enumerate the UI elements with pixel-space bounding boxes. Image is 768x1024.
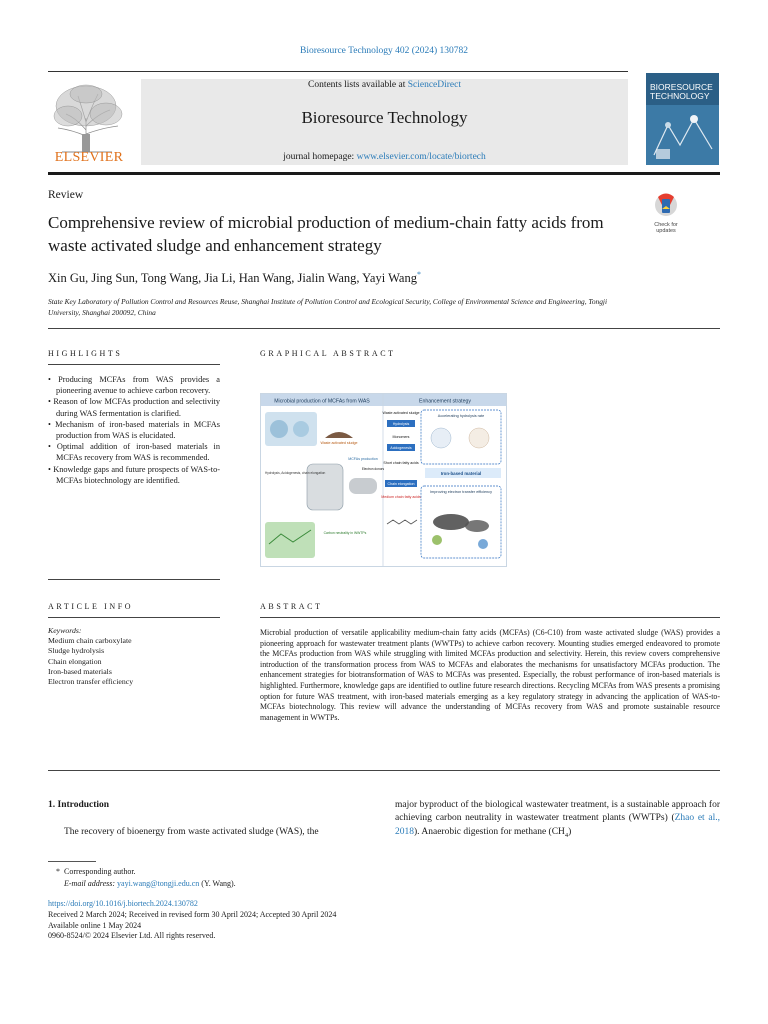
article-info-heading: ARTICLE INFO [48, 602, 134, 611]
authors-text: Xin Gu, Jing Sun, Tong Wang, Jia Li, Han Wang, Jialin Wang, Yayi Wang [48, 271, 417, 286]
author-list [48, 270, 421, 286]
journal-homepage-line [141, 152, 628, 162]
email-label: E-mail address: [64, 878, 116, 888]
email-link[interactable]: yayi.wang@tongji.edu.cn [117, 878, 200, 888]
highlight-item: • Reason of low MCFAs production and selectivity during WAS fermentation is clarified. [48, 397, 220, 418]
crossmark-label [648, 222, 684, 234]
footnote [48, 866, 236, 889]
article-title: Comprehensive review of microbial production of medium-chain fatty acids from waste activated sludge and enhancement strategy [48, 213, 604, 255]
highlight-item: • Optimal addition of iron-based materials in MCFAs recovery from WAS is recommended. [48, 442, 220, 463]
contents-line [141, 80, 628, 90]
highlight-item: • Knowledge gaps and future prospects of WAS-to-MCFAs biotechnology are identified. [48, 464, 220, 485]
graphical-abstract-svg [261, 394, 506, 566]
abstract-heading: ABSTRACT [260, 602, 323, 611]
article-info-rule [48, 617, 220, 618]
affiliation: State Key Laboratory of Pollution Control and Resources Reuse, Shanghai Institute of Pollution Control and Ecological Security, College of Environmental Science and Engineering, Tongji University, Shanghai 200092, China [48, 297, 608, 317]
intro-right-part1: major byproduct of the biological wastewater treatment, is a sustainable approach for achieving carbon neutrality in wastewater treatment plants (WWTPs) ( [395, 800, 720, 824]
footnote-mark: * [56, 867, 60, 876]
abstract-rule [260, 617, 720, 618]
ga-left-panel-title: Microbial production of MCFAs from WAS [274, 398, 370, 405]
highlight-item: • Producing MCFAs from WAS provides a pioneering avenue to achieve carbon recovery. [48, 375, 220, 396]
keyword-item: Medium chain carboxylate [48, 636, 132, 646]
ga-flow-waste-sludge: Waste activated sludge [382, 411, 420, 415]
elsevier-logo [48, 78, 130, 166]
affiliation-rule [48, 328, 720, 329]
keywords-block [48, 626, 220, 687]
email-suffix: (Y. Wang). [199, 878, 236, 888]
intro-subscript: 4 [564, 831, 569, 839]
cover-title [650, 83, 713, 101]
keyword-item: Iron-based materials [48, 666, 112, 676]
publisher-name: ELSEVIER [54, 150, 124, 165]
corresponding-author-mark[interactable]: * [416, 270, 421, 279]
available-online: Available online 1 May 2024 [48, 920, 142, 930]
ga-electron-box-title: Improving electron transfer efficiency [430, 490, 492, 494]
ga-tank-icon [349, 478, 377, 494]
graphical-abstract-figure[interactable] [260, 393, 507, 567]
ga-right-panel-title: Enhancement strategy [419, 398, 471, 405]
ga-iron-label: Iron-based material [440, 471, 482, 476]
journal-cover-thumbnail[interactable] [646, 73, 719, 165]
cover-title-line1: BIORESOURCE [650, 82, 713, 92]
ga-sludge-pile-icon [325, 432, 353, 438]
intro-right-part3: ) [568, 826, 572, 837]
keyword-item: Chain elongation [48, 656, 102, 666]
ga-left-notes: Hydrolysis, Acidogenesis, chain elongation [265, 471, 326, 475]
keyword-item: Electron transfer efficiency [48, 677, 134, 687]
journal-name: Bioresource Technology [301, 108, 468, 127]
crossmark-line1: Check for [654, 222, 678, 228]
ga-carbon-neutrality-label: Carbon neutrality in WWTPs [323, 531, 367, 535]
citation-link[interactable]: Zhao et al., 2018 [395, 813, 720, 837]
email-line [48, 878, 236, 890]
highlights-list [48, 374, 220, 486]
masthead-bottom-rule [48, 172, 720, 175]
corresponding-text: Corresponding author. [64, 867, 136, 876]
copyright: 0960-8524/© 2024 Elsevier Ltd. All rights reserved. [48, 931, 216, 941]
doi-link[interactable]: https://doi.org/10.1016/j.biortech.2024.130782 [48, 899, 198, 908]
homepage-prefix: journal homepage: [283, 152, 357, 162]
intro-right-part2: ). Anaerobic digestion for methane (CH [414, 826, 565, 837]
contents-prefix: Contents lists available at [307, 80, 408, 90]
keywords-label: Keywords: [48, 626, 82, 635]
ga-molecule-icon [387, 520, 417, 524]
footnote-rule [48, 861, 96, 862]
ga-flow-hydrolysis: Hydrolysis [392, 422, 410, 426]
abstract-text: Microbial production of versatile applicability medium-chain fatty acids (MCFAs) (C6-C10) from waste activated sludge (WAS) provides a pioneering approach for wastewater treatment plants (WWTPs) to achieve carbon recovery. Mounting studies emerged endeavored to promote the MCFAs production from WAS while struggling with limited MCFAs production and selectivity. Herein, this review covers comprehensive introduction of the transformation process from WAS to MCFAs and elaborates the mechanisms for unsatisfactory MCFAs production. The enhancement strategies for biotransformation of WAS to MCFAs was presented. Especially, the robust performance of iron-based materials is highlighted. Furthermore, knowledge gaps are identified to outline future research directions. Recycling MCFAs from WAS presents a promising option for future WAS treatment, with iron-based materials emerging as a key regulatory strategy in advancing the application of WAS-to-MCFAs biotechnology. This review will advance the understanding of MCFAs recovery from WAS and promote sustainable resource management in WWTPs. [260, 628, 720, 722]
homepage-link[interactable]: www.elsevier.com/locate/biortech [356, 152, 486, 162]
journal-reference[interactable]: Bioresource Technology 402 (2024) 130782 [299, 46, 469, 56]
article-type: Review [48, 189, 84, 201]
highlight-item: • Mechanism of iron-based materials in MCFAs production from WAS is elucidated. [48, 419, 220, 441]
ga-flow-mcfa: Medium chain fatty acids [381, 495, 421, 499]
corresponding-line [48, 866, 236, 878]
ga-flow-monomers: Monomers [392, 435, 410, 439]
crossmark-line2: updates [656, 228, 676, 234]
header-divider [48, 71, 628, 72]
graphical-abstract-heading: GRAPHICAL ABSTRACT [260, 349, 396, 358]
keyword-item: Sludge hydrolysis [48, 646, 105, 656]
received-dates: Received 2 March 2024; Received in revised form 30 April 2024; Accepted 30 April 2024 [48, 909, 337, 919]
abstract-bottom-rule [48, 770, 720, 771]
crossmark-icon [648, 193, 684, 217]
introduction-left-text: The recovery of bioenergy from waste activated sludge (WAS), the [64, 827, 319, 837]
ga-flow-acidogenesis: Acidogenesis [390, 446, 412, 450]
highlights-heading: HIGHLIGHTS [48, 349, 123, 358]
ga-flow-chain-elongation: Chain elongation [387, 482, 415, 486]
sciencedirect-link[interactable]: ScienceDirect [407, 80, 461, 90]
cover-title-line2: TECHNOLOGY [650, 91, 710, 101]
introduction-right-text [395, 799, 720, 842]
highlights-rule [48, 364, 220, 365]
highlights-bottom-rule [48, 579, 220, 580]
ga-waste-sludge-label: Waste activated sludge [320, 441, 358, 445]
cover-artwork [646, 105, 719, 165]
introduction-heading: 1. Introduction [48, 800, 110, 810]
check-for-updates-badge[interactable] [648, 193, 684, 233]
ga-mcfas-production-label: MCFAs production [348, 457, 378, 461]
ga-electron-donors: Electron donors [361, 467, 385, 471]
ga-hydrolysis-box-title: Accelerating hydrolysis rate [437, 414, 485, 418]
ga-flow-scfa: Short chain fatty acids [383, 461, 419, 465]
footer-block [48, 899, 336, 942]
